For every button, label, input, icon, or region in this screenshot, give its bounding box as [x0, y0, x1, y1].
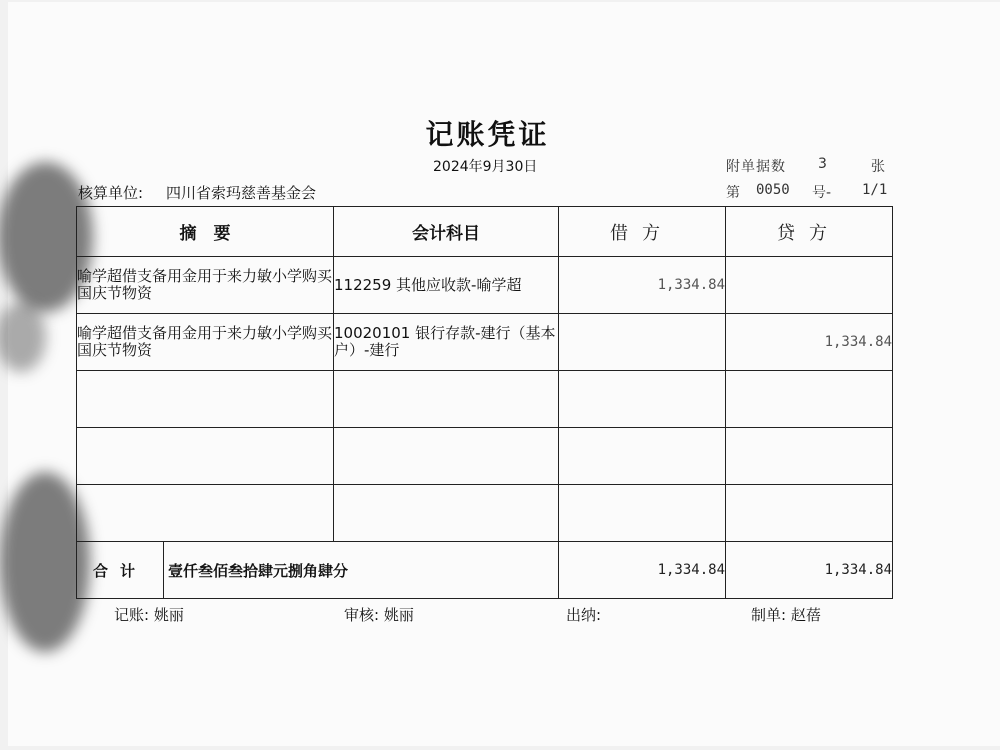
row-debit — [559, 371, 726, 428]
voucher-no-prefix: 第 — [726, 185, 740, 201]
table-row — [77, 257, 893, 314]
table-row — [77, 428, 893, 485]
row-debit — [559, 314, 726, 371]
total-debit: 1,334.84 — [559, 542, 726, 599]
voucher-title: 记账凭证 — [425, 118, 550, 151]
attachments-label: 附单据数 — [726, 159, 786, 175]
total-cell — [77, 542, 559, 599]
row-credit — [726, 428, 893, 485]
voucher-no-suffix: 号- — [812, 185, 832, 201]
row-account: 112259 其他应收款-喻学超 — [334, 257, 559, 314]
row-summary: 喻学超借支备用金用于来力敏小学购买国庆节物资 — [77, 257, 334, 314]
header-summary: 摘 要 — [77, 207, 334, 257]
total-amount-words: 壹仟叁佰叁拾肆元捌角肆分 — [168, 561, 349, 580]
row-credit — [726, 257, 893, 314]
row-account — [334, 428, 559, 485]
scan-smudge-mid — [0, 302, 46, 372]
voucher-no-number: 0050 — [756, 182, 790, 198]
footer-reviewer: 审核: 姚丽 — [344, 606, 414, 624]
header-credit: 贷方 — [726, 207, 893, 257]
attachments-count: 3 — [818, 156, 827, 172]
voucher-no-page: 1/1 — [862, 182, 888, 198]
table-row — [77, 371, 893, 428]
row-debit: 1,334.84 — [559, 257, 726, 314]
row-summary: 喻学超借支备用金用于来力敏小学购买国庆节物资 — [77, 314, 334, 371]
org-name: 四川省索玛慈善基金会 — [166, 184, 317, 202]
footer-bookkeeper: 记账: 姚丽 — [114, 606, 184, 624]
total-label: 合计 — [77, 542, 164, 598]
footer-cashier: 出纳: — [566, 606, 602, 624]
voucher-date: 2024年9月30日 — [433, 159, 538, 175]
row-credit — [726, 371, 893, 428]
total-row — [77, 542, 893, 599]
org-label: 核算单位: — [78, 184, 144, 202]
row-summary — [77, 371, 334, 428]
table-row — [77, 314, 893, 371]
row-credit — [726, 485, 893, 542]
row-account: 10020101 银行存款-建行（基本户）-建行 — [334, 314, 559, 371]
row-account — [334, 371, 559, 428]
table-header-row — [77, 207, 893, 257]
header-account: 会计科目 — [334, 207, 559, 257]
row-account — [334, 485, 559, 542]
row-summary — [77, 485, 334, 542]
voucher-table — [76, 206, 893, 599]
table-row — [77, 485, 893, 542]
row-debit — [559, 428, 726, 485]
header-debit: 借方 — [559, 207, 726, 257]
attachments-unit: 张 — [871, 159, 885, 175]
total-credit: 1,334.84 — [726, 542, 893, 599]
footer-preparer: 制单: 赵蓓 — [751, 606, 821, 624]
row-debit — [559, 485, 726, 542]
row-credit: 1,334.84 — [726, 314, 893, 371]
row-summary — [77, 428, 334, 485]
